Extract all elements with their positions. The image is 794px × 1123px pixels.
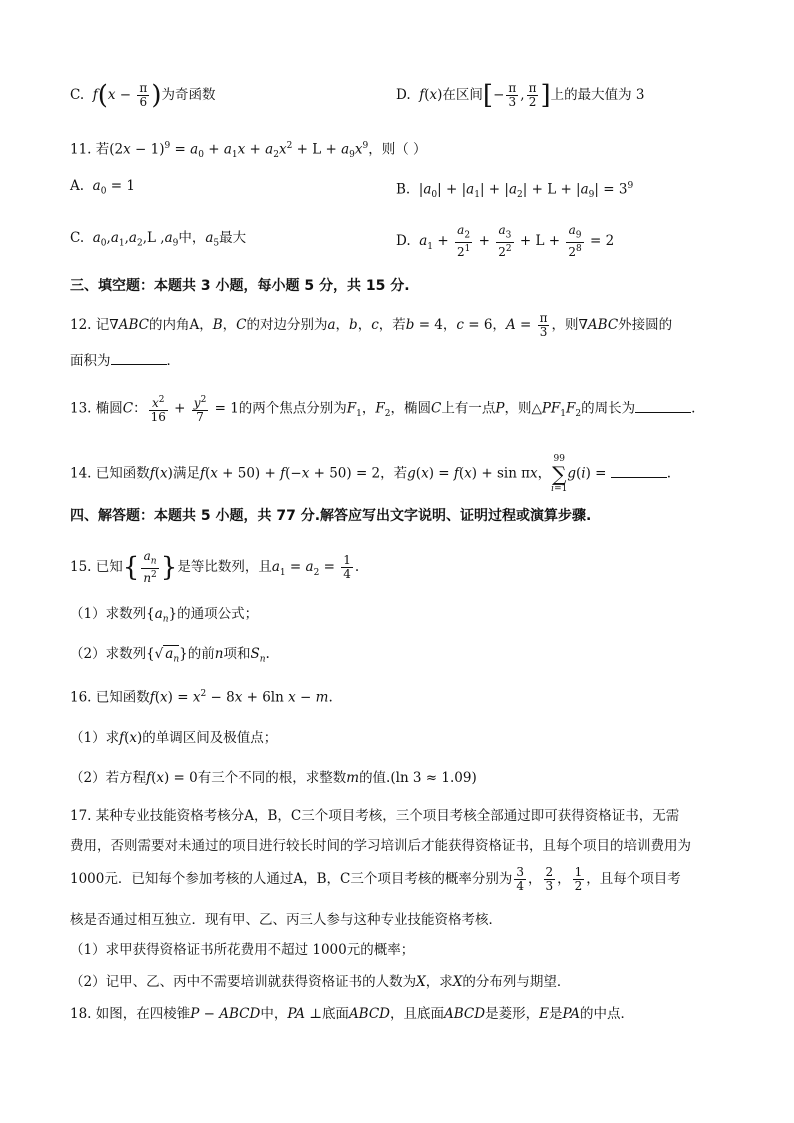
q10-option-d: D. f(x)在区间[− $\frac{\pi}{3}$ , $\frac{\pi}{2}$ ]上的最大值为 3 <box>396 80 645 111</box>
q17-line1: 17. 某种专业技能资格考核分A，B，C三个项目考核，三个项目考核全部通过即可获得资格证书，无需 <box>70 808 680 824</box>
q12-line1: 12. 记∇ABC的内角A，B，C的对边分别为a，b，c，若b = 4，c = 6，A = $\frac{\pi}{3}$ ，则∇ABC外接圆的 <box>70 311 673 339</box>
q17-line4: 核是否通过相互独立．现有甲、乙、丙三人参与这种专业技能资格考核． <box>70 912 502 928</box>
answer-blank <box>111 350 167 365</box>
q15-stem: 15. 已知{ $\frac{a_n}{n^2}$ }是等比数列，且$a_1 = a_2$ = $\frac{1}{4}$ . <box>70 549 360 586</box>
section-3-heading: 三、填空题：本题共 3 小题，每小题 5 分，共 15 分. <box>70 278 410 294</box>
q18-stem: 18. 如图，在四棱锥P − ABCD中，PA ⊥底面ABCD，且底面ABCD是菱形，E是PA的中点． <box>70 1006 635 1022</box>
q15-part1: （1）求数列$\{a_n\}$的通项公式； <box>70 606 259 625</box>
q16-part2: （2）若方程f(x) = 0有三个不同的根，求整数m的值.(ln 3 ≈ 1.09) <box>70 770 477 786</box>
q17-line3: 1000元．已知每个参加考核的人通过A，B，C三个项目考核的概率分别为 $\frac{3}{4}$ ， $\frac{2}{3}$ ， $\frac{1}{2}$ ，且每个项目考 <box>70 865 681 893</box>
q14: 14. 已知函数f(x)满足f(x + 50) + f(−x + 50) = 2，若g(x) = f(x) + sin πx，99 ∑ i=1g(i) = . <box>70 454 672 494</box>
math-expr: f <box>92 87 98 103</box>
q11-option-d: D. $a_1$ + $\frac{a_2}{2^1}$ + $\frac{a_3}{2^2}$ + L + $\frac{a_9}{2^8}$ = 2 <box>396 223 615 260</box>
answer-blank <box>611 463 667 478</box>
q11-option-a: A. $a_0 = 1$ <box>70 178 135 197</box>
q13: 13. 椭圆C： $\frac{x^2}{16}$ + $\frac{y^2}{7}$ = 1的两个焦点分别为$F_1$，$F_2$，椭圆C上有一点P，则$\triangle PF_1F_2$的周长为 . <box>70 395 696 424</box>
q11-stem: 11. 若$(2x - 1)^9 = a_0 + a_1x + a_2x^2 + L + a_9x^9$，则（ ） <box>70 141 427 161</box>
q11-option-c: C. $a_0,a_1,a_2,L$ $,a_9$中，$a_5$最大 <box>70 230 247 249</box>
q17-line2: 费用，否则需要对未通过的项目进行较长时间的学习培训后才能获得资格证书，且每个项目的培训费用为 <box>70 838 691 854</box>
q17-part2: （2）记甲、乙、丙中不需要培训就获得资格证书的人数为X，求X的分布列与期望． <box>70 974 571 990</box>
answer-blank <box>635 398 691 413</box>
q10-option-c: C. f(x − $\frac{\pi}{6}$ )为奇函数 <box>70 80 216 111</box>
q16-stem: 16. 已知函数$f(x) = x^2 - 8x + 6\ln$ x − m. <box>70 689 333 706</box>
q12-line2: 面积为 ． <box>70 350 180 371</box>
q11-option-b: B. $|a_0| + |a_1| + |a_2| + L + |a_9| = 3^9$ <box>396 181 634 201</box>
q16-part1: （1）求f(x)的单调区间及极值点； <box>70 730 278 746</box>
q17-part1: （1）求甲获得资格证书所花费用不超过 1000元的概率； <box>70 942 415 958</box>
section-4-heading: 四、解答题：本题共 5 小题，共 77 分.解答应写出文字说明、证明过程或演算步骤. <box>70 508 592 524</box>
q15-part2: （2）求数列{√ $a_n$}的前n项和$S_n$. <box>70 646 270 665</box>
